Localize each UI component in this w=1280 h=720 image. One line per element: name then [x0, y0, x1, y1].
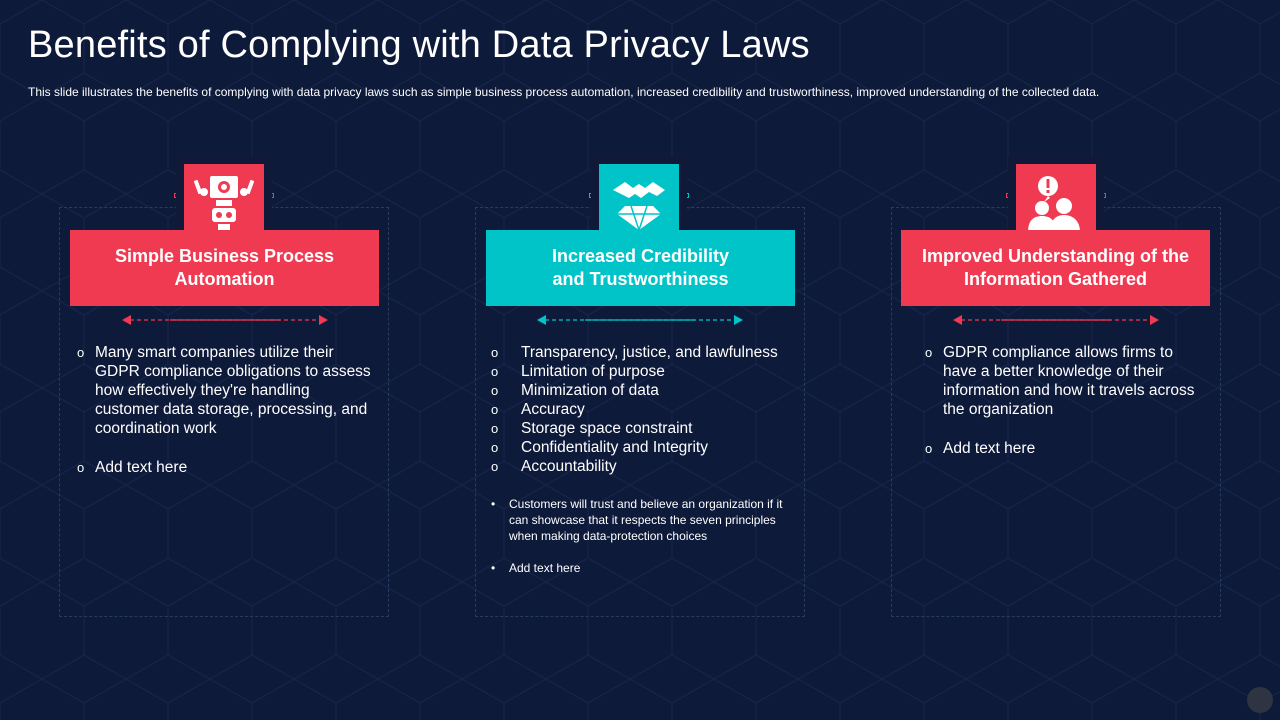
card-title-automation	[70, 230, 379, 306]
dot-bullet-icon: •	[491, 561, 496, 575]
circle-bullet-icon: o	[77, 345, 85, 360]
bullet-list-automation	[77, 343, 372, 477]
circle-bullet-icon: o	[491, 459, 499, 474]
circle-bullet-icon: o	[491, 440, 499, 455]
circle-bullet-icon: o	[77, 460, 85, 475]
circle-bullet-icon: o	[925, 441, 933, 456]
principles-list-credibility	[491, 343, 791, 476]
circle-bullet-icon: o	[491, 364, 499, 379]
circle-bullet-icon: o	[491, 345, 499, 360]
circle-bullet-icon: o	[491, 383, 499, 398]
list-item: o Add text here	[77, 459, 188, 476]
double-arrow-credibility	[535, 312, 745, 328]
card-title-line2: and Trustworthiness	[552, 269, 729, 289]
list-item: o Storage space constraint	[491, 420, 693, 437]
dot-bullet-icon: •	[491, 497, 496, 511]
slide-subtitle: This slide illustrates the benefits of complying with data privacy laws such as simple business process automation, increased credibility and trustworthiness, improved understanding of the collected data.	[28, 85, 1100, 99]
card-title-line1: Increased Credibility	[551, 246, 730, 266]
circle-bullet-icon: o	[491, 402, 499, 417]
notes-list-credibility	[491, 496, 791, 576]
list-item: o Transparency, justice, and lawfulness	[491, 344, 778, 361]
list-item: o Many smart companies utilize their GDPR compliance obligations to assess how effectively they're handling customer data storage, processing, and coordination work	[77, 344, 371, 437]
card-title-understanding	[901, 230, 1210, 306]
robot-gears-icon	[194, 172, 254, 236]
list-item: o Limitation of purpose	[491, 363, 665, 380]
list-item: o Accountability	[491, 458, 617, 475]
double-arrow-automation	[120, 312, 330, 328]
list-item: o GDPR compliance allows firms to have a better knowledge of their information and how it travels across the organization	[925, 344, 1195, 418]
people-alert-icon	[1026, 174, 1086, 234]
list-item: • Customers will trust and believe an organization if it can showcase that it respects the seven principles when making data-protection choices	[491, 497, 783, 543]
card-title-line2: Information Gathered	[963, 269, 1147, 289]
bullet-list-understanding	[925, 343, 1195, 458]
list-item: o Accuracy	[491, 401, 585, 418]
card-title-line1: Improved Understanding of the	[921, 246, 1189, 266]
list-item: o Add text here	[925, 440, 1036, 457]
card-title-credibility	[486, 230, 795, 306]
corner-circle-button[interactable]	[1247, 687, 1273, 713]
slide-title: Benefits of Complying with Data Privacy Laws	[28, 24, 810, 66]
circle-bullet-icon: o	[491, 421, 499, 436]
double-arrow-understanding	[951, 312, 1161, 328]
circle-bullet-icon: o	[925, 345, 933, 360]
card-title-line1: Simple Business Process	[114, 246, 335, 266]
card-title-line2: Automation	[174, 269, 275, 289]
list-item: o Confidentiality and Integrity	[491, 439, 708, 456]
list-item: • Add text here	[491, 561, 581, 575]
list-item: o Minimization of data	[491, 382, 659, 399]
handshake-diamond-icon	[609, 176, 669, 232]
